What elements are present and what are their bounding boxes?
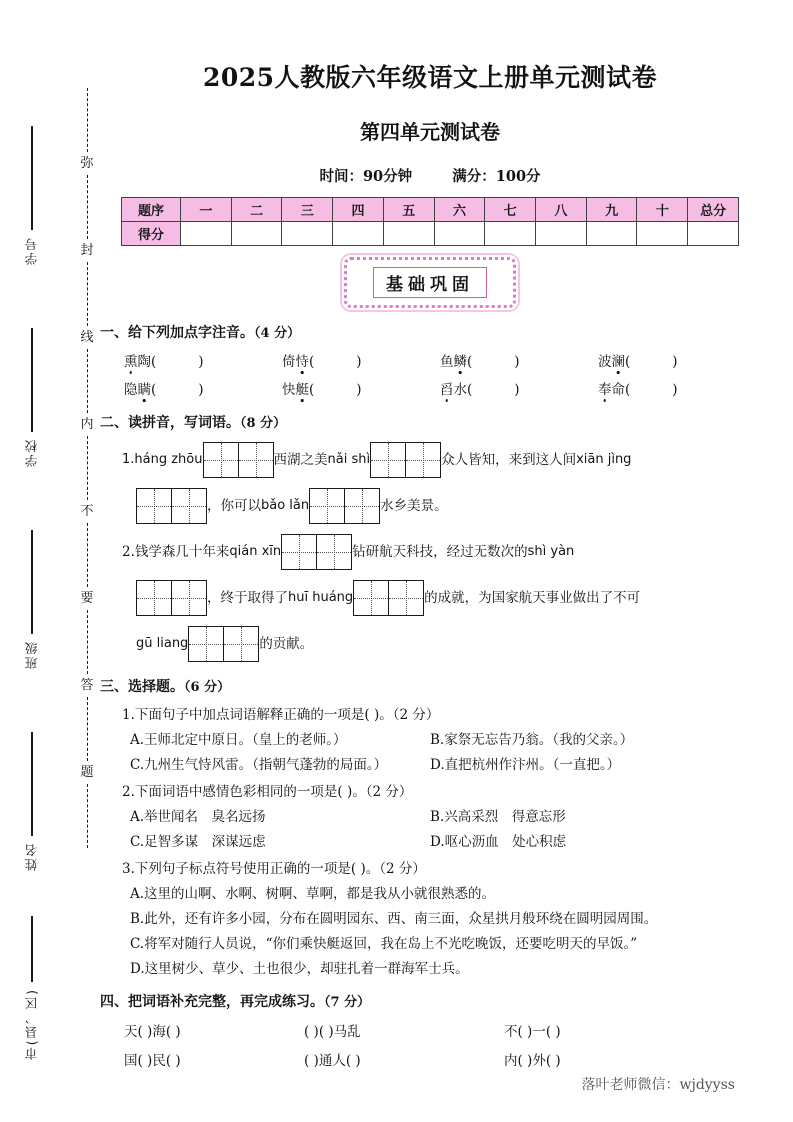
option-row xyxy=(100,753,760,773)
seal-dash-segment xyxy=(87,349,88,413)
score-col-total: 总分 xyxy=(688,198,739,222)
score-cell[interactable] xyxy=(485,222,536,246)
question-text: 3.下列句子标点符号使用正确的一项是( )。 xyxy=(122,861,380,877)
margin-field-label: 学校 xyxy=(24,438,39,467)
seal-char: 要 xyxy=(80,591,94,606)
score-table-row-label: 题序 xyxy=(122,198,181,222)
tianzi-cell[interactable] xyxy=(389,581,423,615)
score-col-8: 八 xyxy=(536,198,587,222)
sentence-text: 众人皆知，来到这人间 xyxy=(441,452,577,468)
seal-char: 答 xyxy=(80,678,94,693)
score-col-2: 二 xyxy=(231,198,282,222)
score-cell[interactable] xyxy=(333,222,384,246)
fill-word-item[interactable]: 内( )外( ) xyxy=(504,1053,561,1069)
section-heading-one xyxy=(100,322,760,342)
question-number: 2. xyxy=(122,544,135,560)
tianzi-cell[interactable] xyxy=(317,535,351,569)
annotate-item: 快艇( ) xyxy=(282,378,440,398)
seal-dash-segment xyxy=(87,262,88,326)
sentence-text: ，你可以 xyxy=(207,498,261,514)
fill-word-item[interactable]: 天( )海( ) xyxy=(124,1024,181,1040)
tianzi-cell[interactable] xyxy=(189,627,224,661)
sentence-text: 的成就，为国家航天事业做出了不可 xyxy=(424,590,641,606)
tianzi-grid[interactable] xyxy=(188,626,259,662)
section-two-title: 二、读拼音，写词语。 xyxy=(100,415,240,431)
annotate-item: 隐瞒( ) xyxy=(124,378,282,398)
seal-dash-segment xyxy=(87,784,88,848)
question-points: （2 分） xyxy=(392,707,440,723)
question-text: 2.下面词语中感情色彩相同的一项是( )。 xyxy=(122,784,366,800)
pinyin-write-line-2a xyxy=(100,534,760,570)
option-c[interactable]: C.足智多谋 深谋远虑 xyxy=(130,834,266,850)
fill-word-row xyxy=(100,1049,760,1069)
pinyin-write-line-2c xyxy=(100,626,760,662)
section-one-title: 一、给下列加点字注音。 xyxy=(100,325,254,341)
annotate-item: 鱼鳞( ) xyxy=(440,350,598,370)
sentence-text: 钱学森几十年来 xyxy=(134,544,230,560)
tianzi-cell[interactable] xyxy=(371,443,406,477)
score-col-4: 四 xyxy=(333,198,384,222)
margin-field-label: 班级 xyxy=(24,640,39,669)
tianzi-cell[interactable] xyxy=(204,443,239,477)
fill-word-item[interactable]: ( )通人( ) xyxy=(304,1053,361,1069)
time-limit-label: 时间：90分钟 xyxy=(319,168,413,185)
margin-field-label: 姓名 xyxy=(24,842,39,871)
score-cell[interactable] xyxy=(231,222,282,246)
score-col-10: 十 xyxy=(637,198,688,222)
margin-field-label: 市(县、区) xyxy=(24,988,39,1060)
option-b[interactable]: B.此外，还有许多小园，分布在圆明园东、西、南三面，众星拱月般环绕在圆明园周围。 xyxy=(130,911,658,927)
seal-dash-segment xyxy=(87,523,88,587)
sentence-text: 钻研航天科技，经过无数次的 xyxy=(352,544,528,560)
dotted-char: 鳞 xyxy=(454,350,468,370)
question-text: 1.下面句子中加点词语解释正确的一项是( )。 xyxy=(122,707,393,723)
section-three-title: 三、选择题。 xyxy=(100,679,184,695)
fill-word-item[interactable]: 不( )一( ) xyxy=(504,1024,561,1040)
tianzi-cell[interactable] xyxy=(354,581,389,615)
total-score-label: 满分：100分 xyxy=(452,168,541,185)
margin-field-xuexiao xyxy=(10,328,54,467)
page-title: 2025人教版六年级语文上册单元测试卷 xyxy=(202,63,658,92)
pinyin-write-line-1b xyxy=(100,488,760,524)
option-a[interactable]: A.这里的山啊、水啊、树啊、草啊，都是我从小就很熟悉的。 xyxy=(130,886,496,902)
tianzi-grid[interactable] xyxy=(281,534,352,570)
seal-dash-segment xyxy=(87,697,88,761)
score-col-1: 一 xyxy=(181,198,232,222)
pinyin-text: qián xīn xyxy=(229,544,282,559)
pinyin-text: shì yàn xyxy=(527,544,575,559)
annotate-item: 熏陶( ) xyxy=(124,350,282,370)
tianzi-cell[interactable] xyxy=(282,535,317,569)
score-cell[interactable] xyxy=(536,222,587,246)
seal-dash-segment xyxy=(87,175,88,239)
score-col-9: 九 xyxy=(586,198,637,222)
pinyin-annotate-row-2 xyxy=(100,378,760,398)
dotted-char: 奉 xyxy=(598,378,612,398)
option-d[interactable]: D.直把杭州作汴州。（一直把。） xyxy=(430,757,621,773)
lace-banner xyxy=(344,257,516,308)
tianzi-cell[interactable] xyxy=(345,489,379,523)
section-three-points: （6 分） xyxy=(184,680,231,695)
table-row-scores xyxy=(122,222,739,246)
dotted-char: 舀 xyxy=(440,378,454,398)
tianzi-grid[interactable] xyxy=(136,580,207,616)
tianzi-grid[interactable] xyxy=(136,488,207,524)
write-in-line xyxy=(31,916,32,982)
score-col-5: 五 xyxy=(383,198,434,222)
question-points: （2 分） xyxy=(365,784,413,800)
table-row-header xyxy=(122,198,739,222)
write-in-line xyxy=(31,328,32,432)
annotate-item: 舀水( ) xyxy=(440,378,598,398)
seal-char: 线 xyxy=(80,330,94,345)
score-col-7: 七 xyxy=(485,198,536,222)
score-cell[interactable] xyxy=(383,222,434,246)
pinyin-text: huī huáng xyxy=(288,590,354,605)
lace-banner-inner xyxy=(373,267,487,298)
dotted-char: 瞒 xyxy=(138,378,152,398)
option-row xyxy=(100,805,760,825)
score-cell[interactable] xyxy=(586,222,637,246)
sentence-text: 水乡美景。 xyxy=(380,498,448,514)
seal-line xyxy=(74,88,100,848)
page-subtitle: 第四单元测试卷 xyxy=(360,120,500,144)
tianzi-cell[interactable] xyxy=(172,581,206,615)
fill-word-row xyxy=(100,1020,760,1040)
margin-field-xingming xyxy=(10,732,54,871)
sentence-text: 西湖之美 xyxy=(273,452,328,468)
section-heading-four xyxy=(100,991,760,1011)
paper-content xyxy=(100,0,760,1069)
dotted-char: 艇 xyxy=(296,378,310,398)
annotate-item: 波澜( ) xyxy=(598,350,756,370)
pinyin-text: nǎi shì xyxy=(327,452,371,467)
fill-word-item[interactable]: 国( )民( ) xyxy=(124,1053,181,1069)
pinyin-text: xiān jìng xyxy=(576,452,632,467)
question-stem-3-2 xyxy=(100,780,760,800)
fill-word-item[interactable]: ( )( )马乱 xyxy=(304,1024,361,1040)
annotate-item: 奉命( ) xyxy=(598,378,756,398)
sentence-text: 的贡献。 xyxy=(259,636,314,652)
dotted-char: 恃 xyxy=(296,350,310,370)
question-stem-3-1 xyxy=(100,703,760,723)
section-two-points: （8 分） xyxy=(240,416,287,431)
dotted-char: 熏 xyxy=(124,350,138,370)
margin-field-banji xyxy=(10,530,54,669)
tianzi-cell[interactable] xyxy=(239,443,273,477)
write-in-line xyxy=(31,732,32,836)
option-d[interactable]: D.呕心沥血 处心积虑 xyxy=(430,834,567,850)
tianzi-cell[interactable] xyxy=(137,581,172,615)
section-banner-wrap xyxy=(100,257,760,308)
tianzi-cell[interactable] xyxy=(137,489,172,523)
pinyin-write-line-1a xyxy=(100,442,760,478)
option-c[interactable]: C.将军对随行人员说，“你们乘快艇返回，我在岛上不光吃晚饭，还要吃明天的早饭。” xyxy=(130,936,638,952)
option-d[interactable]: D.这里树少、草少、土也很少，却驻扎着一群海军士兵。 xyxy=(130,961,469,977)
option-row xyxy=(100,728,760,748)
section-four-points: （7 分） xyxy=(324,995,371,1010)
score-col-6: 六 xyxy=(434,198,485,222)
margin-field-xuehao xyxy=(10,126,54,265)
question-points: （2 分） xyxy=(379,861,426,877)
score-col-3: 三 xyxy=(282,198,333,222)
pinyin-write-line-2b xyxy=(100,580,760,616)
seal-dash-segment xyxy=(87,436,88,500)
score-cell[interactable] xyxy=(282,222,333,246)
question-number: 1. xyxy=(122,452,135,467)
score-cell-total[interactable] xyxy=(688,222,739,246)
option-a[interactable]: A.举世闻名 臭名远扬 xyxy=(130,809,266,825)
pinyin-text: gū liang xyxy=(136,636,189,651)
student-info-fields xyxy=(0,78,62,1078)
section-one-points: （4 分） xyxy=(254,326,301,341)
seal-dash-segment xyxy=(87,88,88,152)
seal-char: 题 xyxy=(80,765,94,780)
tianzi-grid[interactable] xyxy=(370,442,441,478)
exam-meta xyxy=(100,165,760,186)
write-in-line xyxy=(31,126,32,230)
tianzi-cell[interactable] xyxy=(224,627,258,661)
margin-field-label: 学号 xyxy=(24,236,39,265)
score-cell[interactable] xyxy=(637,222,688,246)
dotted-char: 澜 xyxy=(612,350,626,370)
option-row xyxy=(100,830,760,850)
seal-char: 封 xyxy=(80,243,94,258)
tianzi-cell[interactable] xyxy=(406,443,440,477)
sentence-text: ，终于取得了 xyxy=(207,590,288,606)
tianzi-grid[interactable] xyxy=(353,580,424,616)
annotate-item: 倚恃( ) xyxy=(282,350,440,370)
seal-dash-segment xyxy=(87,610,88,674)
watermark-footer: 落叶老师微信：wjdyyss xyxy=(581,1077,735,1093)
margin-field-shi-xian-qu xyxy=(10,916,54,1060)
pinyin-text: háng zhōu xyxy=(134,452,203,467)
tianzi-grid[interactable] xyxy=(203,442,274,478)
score-table xyxy=(121,197,739,246)
pinyin-annotate-row-1 xyxy=(100,350,760,370)
option-b[interactable]: B.兴高采烈 得意忘形 xyxy=(430,809,566,825)
option-b[interactable]: B.家祭无忘告乃翁。（我的父亲。） xyxy=(430,732,634,748)
pinyin-text: bǎo lǎn xyxy=(261,498,310,513)
banner-title: 基础巩固 xyxy=(386,275,474,295)
score-cell[interactable] xyxy=(434,222,485,246)
option-c[interactable]: C.九州生气恃风雷。（指朝气蓬勃的局面。） xyxy=(130,757,388,773)
section-four-title: 四、把词语补充完整，再完成练习。 xyxy=(100,994,324,1010)
section-heading-three xyxy=(100,676,760,696)
section-heading-two xyxy=(100,412,760,432)
seal-char: 弥 xyxy=(80,156,94,171)
option-a[interactable]: A.王师北定中原日。（皇上的老师。） xyxy=(130,732,347,748)
tianzi-cell[interactable] xyxy=(310,489,345,523)
seal-char: 不 xyxy=(80,504,94,519)
tianzi-grid[interactable] xyxy=(309,488,380,524)
tianzi-cell[interactable] xyxy=(172,489,206,523)
seal-char: 内 xyxy=(80,417,94,432)
score-table-row-label: 得分 xyxy=(122,222,181,246)
question-stem-3-3 xyxy=(100,857,760,877)
write-in-line xyxy=(31,530,32,634)
score-cell[interactable] xyxy=(181,222,232,246)
